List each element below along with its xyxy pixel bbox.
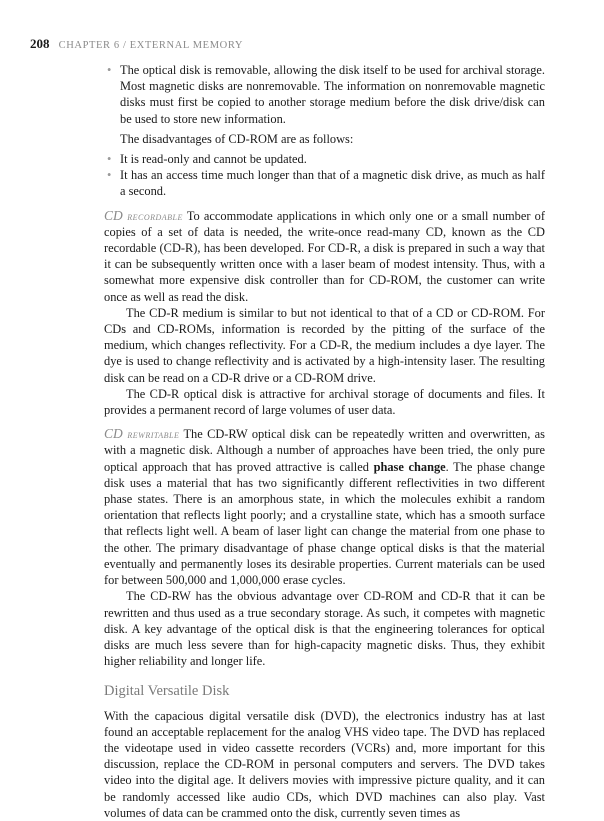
cd-rewritable-heading: [104, 426, 179, 441]
chapter-title: CHAPTER 6 / EXTERNAL MEMORY: [58, 40, 244, 51]
bullet-item: [104, 151, 545, 167]
cd-recordable-heading: [104, 208, 183, 223]
run-head-cd: CD: [104, 207, 123, 223]
paragraph: The CD-RW has the obvious advantage over CD-ROM and CD-R that it can be rewritten and thus used as a true secondary storage. As such, it competes with magnetic disk. A key advantage of the optical disk is that the engineering tolerances for optical disks are much less severe than for high-capacity magnetic disks. Thus, they exhibit higher reliability and longer life.: [104, 589, 545, 669]
cd-rewritable-paragraph: [104, 426, 545, 588]
bullet-dot-icon: •: [107, 152, 112, 167]
run-head-rest: recordable: [127, 208, 183, 223]
disadvantages-intro: The disadvantages of CD-ROM are as follows:: [120, 131, 354, 146]
page-body: [104, 62, 545, 821]
paragraph-text: . The phase change disk uses a material that has two significantly different reflectivities in two different phase states. There is an amorphous state, in which the molecules exhibit a random orientation that reflects light poorly; and a crystalline state, which has a smooth surface that reflects light well. A beam of laser light can change the material from one phase to the other. The primary disadvantage of phase change optical disks is that the material eventually and permanently loses its desirable properties. Current materials can be used for between 500,000 and 1,000,000 erase cycles.: [104, 459, 545, 588]
paragraph: The CD-R medium is similar to but not identical to that of a CD or CD-ROM. For CDs and CD-ROMs, information is recorded by the pitting of the surface of the medium, which changes reflectivity. For a CD-R, the medium includes a dye layer. The dye is used to change reflectivity and is activated by a high-intensity laser. The resulting disk can be read on a CD-R drive or a CD-ROM drive.: [104, 305, 545, 385]
section-heading-dvd: Digital Versatile Disk: [104, 683, 230, 700]
page-number: 208: [30, 36, 50, 51]
key-term: phase change: [373, 459, 446, 474]
paragraph-text: To accommodate applications in which only one or a small number of copies of a set of data is needed, the write-once read-many CD, known as the CD recordable (CD-R), has been developed. For CD-R, a disk is prepared in such a way that it can be subsequently written once with a laser beam of modest intensity. Thus, with a somewhat more expensive disk controller than for CD-ROM, the customer can write once as well as read the disk.: [104, 208, 545, 304]
run-head-cd: CD: [104, 426, 123, 442]
bullet-dot-icon: •: [107, 168, 112, 183]
paragraph-text: The CD-RW optical disk can be repeatedly written and overwritten, as with a magnetic disk. Although a number of approaches have been tried, the only pure optical approach that has proved attractive is called: [104, 427, 546, 474]
bullet-text: It has an access time much longer than that of a magnetic disk drive, as much as half a second.: [120, 168, 545, 199]
run-head-rest: rewritable: [127, 427, 180, 442]
bullet-item: [104, 62, 545, 127]
bullet-dot-icon: •: [107, 63, 112, 77]
bullet-item: [104, 167, 545, 199]
cd-recordable-paragraph: [104, 208, 545, 305]
paragraph: The CD-R optical disk is attractive for archival storage of documents and files. It provides a permanent record of large volumes of user data.: [104, 386, 545, 418]
paragraph: With the capacious digital versatile disk (DVD), the electronics industry has at last found an acceptable replacement for the analog VHS video tape. The DVD has replaced the videotape used in video cassette recorders (VCRs) and, more important for this discussion, replace the CD-ROM in personal computers and servers. The DVD takes video into the digital age. It delivers movies with impressive picture quality, and it can be randomly accessed like audio CDs, which DVD machines can also play. Vast volumes of data can be crammed onto the disk, currently seven times as: [104, 708, 545, 820]
page-header: [30, 36, 243, 52]
bullet-text: The optical disk is removable, allowing the disk itself to be used for archival storage. Most magnetic disks are nonremovable. The information on nonremovable magnetic disks must first be copied to another storage medium before the disk drive/disk can be used to store new information.: [120, 63, 545, 126]
bullet-text: It is read-only and cannot be updated.: [120, 152, 307, 167]
